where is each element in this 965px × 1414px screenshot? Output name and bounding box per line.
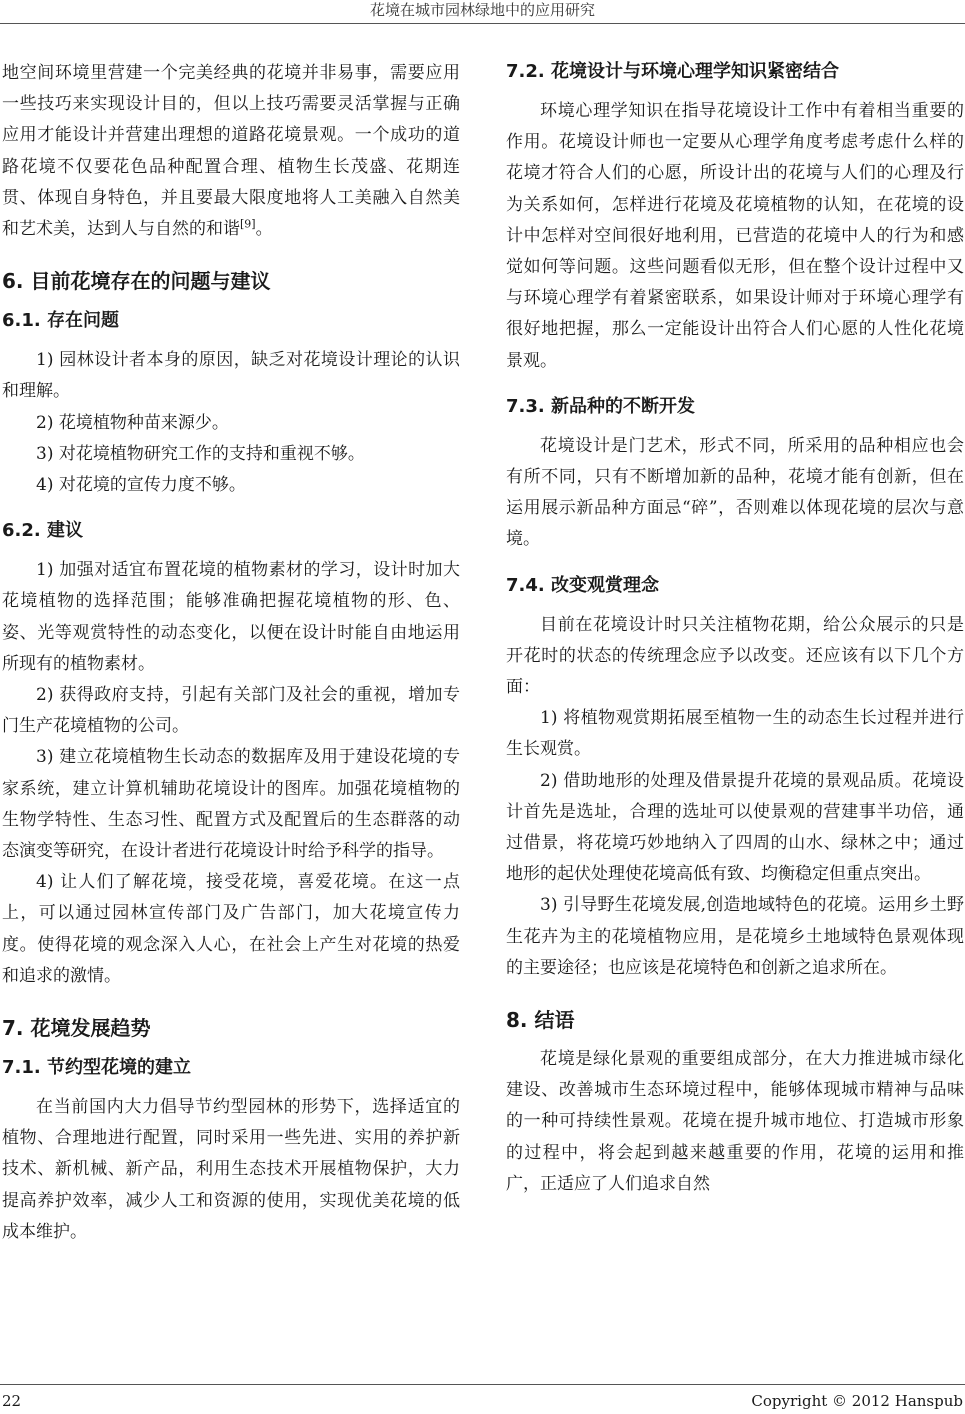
section-7-title: 7. 花境发展趋势 [2,1016,151,1041]
section-7-1-paragraph: 在当前国内大力倡导节约型园林的形势下，选择适宜的植物、合理地进行配置，同时采用一些先进、实用的养护新技术、新机械、新产品，利用生态技术开展植物保护，大力提高养护效率，减少人工和资源的使用，实现优美花境的低成本维护。 [2,1097,460,1242]
section-7-3-title: 7.3. 新品种的不断开发 [506,395,695,417]
list-item: 3) 对花境植物研究工作的支持和重视不够。 [36,443,365,464]
continuation-paragraph [2,58,460,245]
list-item: 1) 加强对适宜布置花境的植物素材的学习，设计时加大花境植物的选择范围；能够准确把握花境植物的形、色、姿、光等观赏特性的动态变化，以便在设计时能自由地运用所现有的植物素材。 [2,560,460,674]
list-item: 2) 借助地形的处理及借景提升花境的景观品质。花境设计首先是选址，合理的选址可以使景观的营建事半功倍，通过借景，将花境巧妙地纳入了四周的山水、绿林之中；通过地形的起伏处理使花境高低有致、均衡稳定但重点突出。 [506,770,964,885]
left-column [2,58,460,1248]
list-item: 1) 将植物观赏期拓展至植物一生的动态生长过程并进行生长观赏。 [506,708,964,760]
list-item: 2) 花境植物种苗来源少。 [36,412,229,433]
section-8-title: 8. 结语 [506,1008,575,1033]
continuation-text: 地空间环境里营建一个完美经典的花境并非易事，需要应用一些技巧来实现设计目的，但以上技巧需要灵活掌握与正确应用才能设计并营建出理想的道路花境景观。一个成功的道路花境不仅要花色品种配置合理、植物生长茂盛、花期连贯、体现自身特色，并且要最大限度地将人工美融入自然美和艺术美，达到人与自然的和谐 [2,63,460,240]
section-6-2-title: 6.2. 建议 [2,520,83,542]
section-8-paragraph: 花境是绿化景观的重要组成部分，在大力推进城市绿化建设、改善城市生态环境过程中，能够体现城市精神与品味的一种可持续性景观。花境在提升城市地位、打造城市形象的过程中，将会起到越来越重要的作用，花境的运用和推广，正适应了人们追求自然 [506,1049,964,1194]
list-item: 2) 获得政府支持，引起有关部门及社会的重视，增加专门生产花境植物的公司。 [2,685,460,737]
header-rule [0,23,965,24]
running-title: 花境在城市园林绿地中的应用研究 [369,1,595,19]
right-column [506,58,964,1200]
list-item: 1) 园林设计者本身的原因，缺乏对花境设计理论的认识和理解。 [2,350,460,402]
citation-ref: [9] [240,217,256,231]
continuation-end: 。 [255,219,273,240]
list-item: 4) 对花境的宣传力度不够。 [36,475,246,496]
copyright-notice: Copyright © 2012 Hanspub [751,1392,963,1410]
section-7-3-paragraph: 花境设计是门艺术，形式不同，所采用的品种相应也会有所不同，只有不断增加新的品种，花境才能有创新，但在运用展示新品种方面忌“碎”，否则难以体现花境的层次与意境。 [506,435,964,550]
section-7-4-title: 7.4. 改变观赏理念 [506,574,659,596]
footer-rule [0,1384,965,1385]
section-7-1-title: 7.1. 节约型花境的建立 [2,1057,191,1079]
list-item: 3) 引导野生花境发展,创造地域特色的花境。运用乡土野生花卉为主的花境植物应用，是花境乡土地域特色景观体现的主要途径；也应该是花境特色和创新之追求所在。 [506,895,964,978]
page-number: 22 [2,1392,22,1410]
section-7-2-title: 7.2. 花境设计与环境心理学知识紧密结合 [506,61,839,82]
section-6-1-title: 6.1. 存在问题 [2,310,119,332]
section-7-4-paragraph: 目前在花境设计时只关注植物花期，给公众展示的只是开花时的状态的传统理念应予以改变。还应该有以下几个方面： [506,614,964,698]
section-6-title: 6. 目前花境存在的问题与建议 [2,269,271,294]
list-item: 4) 让人们了解花境，接受花境，喜爱花境。在这一点上，可以通过园林宣传部门及广告部门，加大花境宣传力度。使得花境的观念深入人心，在社会上产生对花境的热爱和追求的激情。 [2,872,460,986]
section-7-2-paragraph: 环境心理学知识在指导花境设计工作中有着相当重要的作用。花境设计师也一定要从心理学角度考虑考虑什么样的花境才符合人们的心愿，所设计出的花境与人们的心理及行为关系如何，怎样进行花境及花境植物的认知，在花境的设计中怎样对空间很好地利用，已营造的花境中人的行为和感觉如何等问题。这些问题看似无形，但在整个设计过程中又与环境心理学有着紧密联系，如果设计师对于环境心理学有很好地把握，那么一定能设计出符合人们心愿的人性化花境景观。 [506,101,964,371]
list-item: 3) 建立花境植物生长动态的数据库及用于建设花境的专家系统，建立计算机辅助花境设计的图库。加强花境植物的生物学特性、生态习性、配置方式及配置后的生态群落的动态演变等研究，在设计者进行花境设计时给予科学的指导。 [2,747,460,862]
